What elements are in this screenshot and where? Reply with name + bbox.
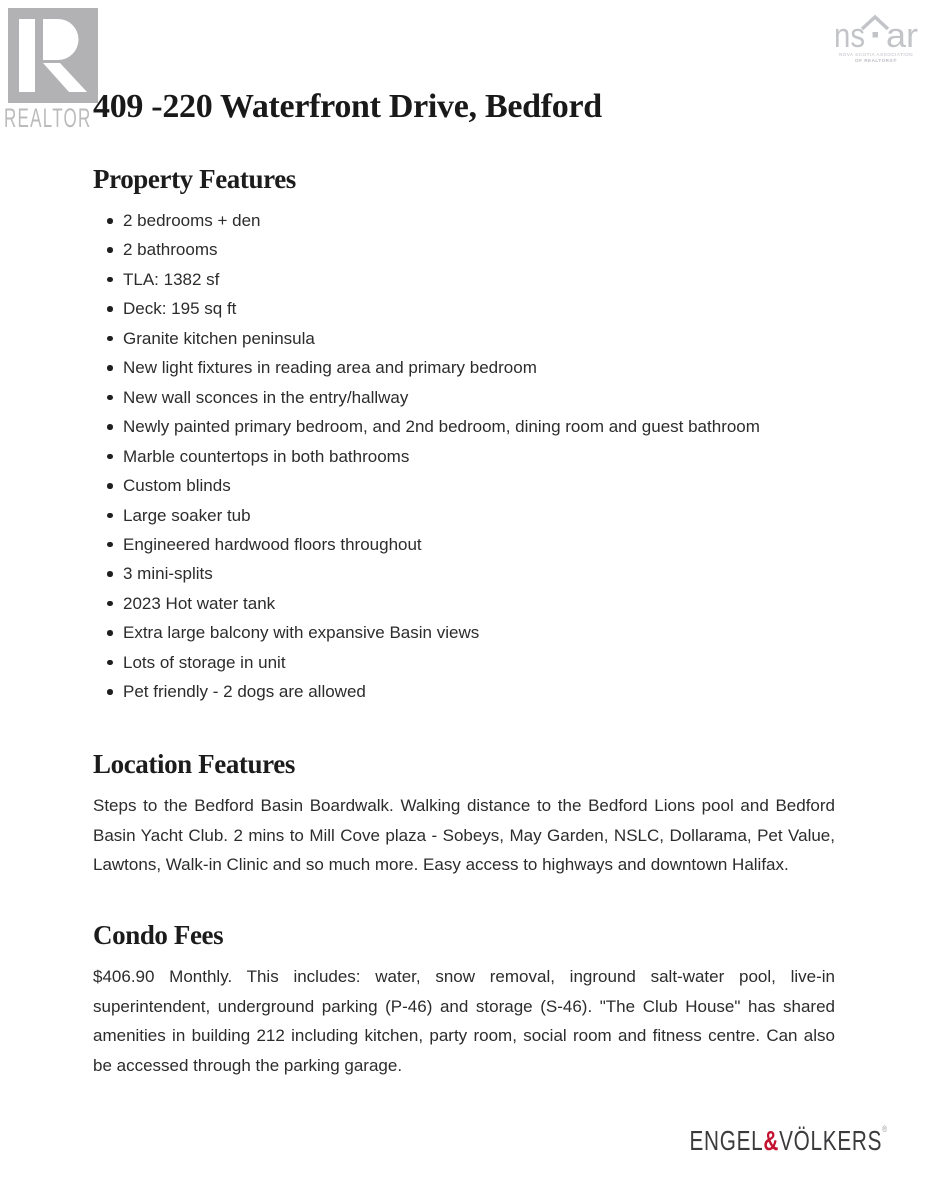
condo-fees-paragraph: $406.90 Monthly. This includes: water, snow removal, inground salt-water pool, live-in superintendent, underground parking (P-46) and storage (S-46). "The Club House" has shared amenities in building 212 including kitchen, party room, social room and fitness centre. Can also be accessed through the parking garage. bbox=[93, 967, 835, 1075]
nsar-wordmark-ar: ar bbox=[886, 17, 918, 55]
realtor-logo-text: REALTOR bbox=[4, 103, 92, 133]
list-item: Marble countertops in both bathrooms bbox=[93, 442, 835, 471]
list-item: Pet friendly - 2 dogs are allowed bbox=[93, 677, 835, 706]
nsar-logo bbox=[833, 14, 919, 64]
section-heading-location-features: Location Features bbox=[93, 749, 295, 779]
property-features-list bbox=[93, 206, 835, 707]
ev-wordmark-volkers: VÖLKERS bbox=[779, 1125, 883, 1156]
nsar-wordmark-ns: ns bbox=[834, 17, 865, 55]
list-item: New light fixtures in reading area and primary bedroom bbox=[93, 353, 835, 382]
page-title: 409 -220 Waterfront Drive, Bedford bbox=[93, 88, 602, 125]
engel-volkers-logo bbox=[689, 1124, 887, 1157]
ev-wordmark-engel: ENGEL bbox=[689, 1125, 764, 1156]
realtor-logo bbox=[4, 8, 103, 133]
list-item: Extra large balcony with expansive Basin views bbox=[93, 618, 835, 647]
ev-ampersand: & bbox=[763, 1125, 780, 1156]
list-item: 3 mini-splits bbox=[93, 559, 835, 588]
section-heading-condo-fees: Condo Fees bbox=[93, 920, 224, 950]
list-item: Custom blinds bbox=[93, 471, 835, 500]
list-item: 2 bathrooms bbox=[93, 235, 835, 264]
nsar-tagline-line1: NOVA SCOTIA ASSOCIATION bbox=[838, 52, 914, 57]
list-item: 2023 Hot water tank bbox=[93, 589, 835, 618]
nsar-roof-icon bbox=[862, 17, 888, 29]
nsar-tagline-line2: OF REALTORS® bbox=[855, 58, 897, 63]
ev-registered-mark: ® bbox=[882, 1124, 887, 1134]
section-heading-property-features: Property Features bbox=[93, 164, 296, 194]
list-item: Deck: 195 sq ft bbox=[93, 294, 835, 323]
list-item: Lots of storage in unit bbox=[93, 648, 835, 677]
list-item: Large soaker tub bbox=[93, 501, 835, 530]
location-features-paragraph: Steps to the Bedford Basin Boardwalk. Walking distance to the Bedford Lions pool and Bedford Basin Yacht Club. 2 mins to Mill Cove plaza - Sobeys, May Garden, NSLC, Dollarama, Pet Value, Lawtons, Walk-in Clinic and so much more. Easy access to highways and downtown Halifax. bbox=[93, 796, 835, 875]
list-item: Granite kitchen peninsula bbox=[93, 324, 835, 353]
nsar-logo-icon bbox=[833, 14, 919, 64]
list-item: Newly painted primary bedroom, and 2nd bedroom, dining room and guest bathroom bbox=[93, 412, 835, 441]
list-item: New wall sconces in the entry/hallway bbox=[93, 383, 835, 412]
list-item: TLA: 1382 sf bbox=[93, 265, 835, 294]
nsar-chimney-icon bbox=[873, 32, 879, 38]
realtor-r-icon bbox=[8, 8, 98, 103]
list-item: Engineered hardwood floors throughout bbox=[93, 530, 835, 559]
list-item: 2 bedrooms + den bbox=[93, 206, 835, 235]
